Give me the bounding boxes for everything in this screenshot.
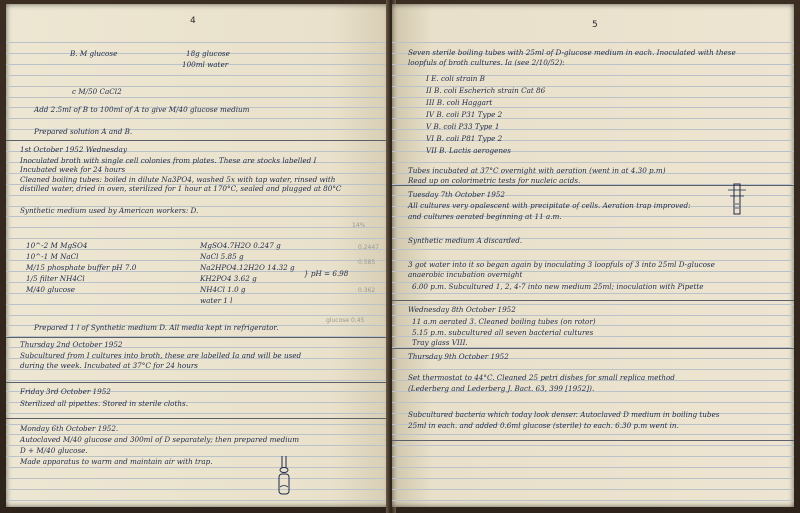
left-page-text-line: 1/5 filter NH4Cl — [26, 274, 85, 283]
left-page-text-line: distilled water, dried in oven, sterilized for 1 hour at 170°C, sealed and plugged at 80°C — [20, 184, 342, 193]
ruled-line — [392, 500, 794, 501]
right-page-text-line: All cultures very opalescent with precipitate of cells. Aeration trap improved: — [408, 201, 691, 210]
entry-divider — [6, 337, 390, 338]
ruled-line — [6, 75, 390, 76]
ruled-line — [392, 456, 794, 457]
right-page-text-line: 6.00 p.m. Subcultured 1, 2, 4-7 into new medium 25ml; inoculation with Pipette — [412, 282, 704, 291]
left-page-text-line: Made apparatus to warm and maintain air with trap. — [20, 457, 213, 466]
left-page-text-line: 10^-1 M NaCl — [26, 252, 79, 261]
left-page-pencil-line: 0.362 — [358, 287, 376, 294]
entry-divider — [6, 382, 390, 383]
left-page-text-line: Sterilized all pipettes. Stored in sterile cloths. — [20, 399, 189, 408]
left-page-text-line: } pH = 6.98 — [304, 269, 349, 278]
left-page-text-line: KH2PO4 3.62 g — [200, 274, 257, 283]
right-page-text-line: loopfuls of broth cultures. Ia (see 2/10/52): — [408, 58, 565, 67]
entry-divider — [6, 140, 390, 141]
left-page-text-line: M/40 glucose — [26, 285, 76, 294]
ruled-line — [6, 238, 390, 239]
ruled-line — [6, 380, 390, 381]
right-page-text-line: Tuesday 7th October 1952 — [408, 190, 505, 199]
ruled-line — [392, 467, 794, 468]
left-page-text-line: Na2HPO4.12H2O 14.32 g — [200, 263, 295, 272]
page-number-right: 5 — [592, 20, 598, 30]
ruled-line — [392, 227, 794, 228]
flask-sketch-icon — [274, 454, 294, 498]
right-page-text-line: VII B. Lactis aerogenes — [426, 146, 511, 155]
left-page-text-line: Inoculated broth with single cell colonies from plates. These are stocks labelled I — [20, 156, 317, 165]
right-page-text-line: IV B. coli P31 Type 2 — [426, 110, 503, 119]
ruled-line — [392, 107, 794, 108]
entry-divider — [392, 300, 794, 301]
ruled-line — [392, 42, 794, 43]
right-page-text-line: 25ml in each. and added 0.6ml glucose (sterile) to each. 6.30 p.m went in. — [408, 421, 679, 430]
right-page-text-line: V B. coli P33 Type 1 — [426, 122, 500, 131]
right-page-text-line: Tray glass VIII. — [412, 338, 468, 347]
page-number-left: 4 — [190, 16, 196, 26]
ruled-line — [6, 478, 390, 479]
right-page-text-line: II B. coli Escherich strain Cat 86 — [426, 86, 546, 95]
ruled-line — [6, 97, 390, 98]
right-page-text-line: Wednesday 8th October 1952 — [408, 305, 516, 314]
left-page-text-line: c M/50 CaCl2 — [72, 87, 122, 96]
ruled-line — [392, 249, 794, 250]
left-page-text-line: Friday 3rd October 1952 — [20, 387, 111, 396]
left-page-text-line: Prepared solution A and B. — [34, 127, 133, 136]
right-page-text-line: VI B. coli P81 Type 2 — [426, 134, 503, 143]
ruled-line — [6, 304, 390, 305]
right-page-text-line: (Lederberg and Lederberg J. Bact. 63, 399 [1952]). — [408, 384, 595, 393]
left-page-text-line: Cleaned boiling tubes: boiled in dilute Na3PO4, washed 5x with tap water, rinsed with — [20, 175, 336, 184]
left-page-text-line: 1st October 1952 Wednesday — [20, 145, 127, 154]
left-page-text-line: Incubated week for 24 hours — [20, 165, 126, 174]
ruled-line — [6, 118, 390, 119]
right-page — [392, 4, 794, 507]
right-page-text-line: Thursday 9th October 1952 — [408, 352, 509, 361]
left-page-text-line: Add 2.5ml of B to 100ml of A to give M/40 glucose medium — [34, 105, 250, 114]
left-page-text-line: 100ml water — [182, 60, 229, 69]
right-page-text-line: 5.15 p.m. subcultured all seven bacterial cultures — [412, 328, 594, 337]
left-page-text-line: D + M/40 glucose. — [20, 446, 88, 455]
ruled-line — [392, 434, 794, 435]
entry-divider — [392, 440, 794, 441]
ruled-line — [392, 445, 794, 446]
left-page-text-line: 10^-2 M MgSO4 — [26, 241, 88, 250]
left-page-text-line: Subcultured from I cultures into broth, these are labelled Ia and will be used — [20, 351, 302, 360]
left-page — [6, 4, 390, 507]
ruled-line — [6, 500, 390, 501]
ruled-line — [392, 315, 794, 316]
right-page-text-line: Set thermostat to 44°C. Cleaned 25 petri dishes for small replica method — [408, 373, 675, 382]
left-page-pencil-line: 0.2447 — [358, 244, 379, 251]
ruled-line — [392, 162, 794, 163]
left-page-text-line: Prepared 1 l of Synthetic medium D. All media kept in refrigerator. — [34, 323, 279, 332]
ruled-line — [6, 489, 390, 490]
left-page-text-line: Synthetic medium used by American workers: D. — [20, 206, 199, 215]
right-page-text-line: and cultures aerated beginning at 11 a.m. — [408, 212, 562, 221]
ruled-line — [392, 369, 794, 370]
right-page-text-line: 3 got water into it so began again by inoculating 3 loopfuls of 3 into 25ml D-glucose — [408, 260, 715, 269]
left-page-text-line: Autoclaved M/40 glucose and 300ml of D separately; then prepared medium — [20, 435, 300, 444]
left-page-text-line: NH4Cl 1.0 g — [200, 285, 246, 294]
left-page-text-line: during the week. Incubated at 37°C for 24 hours — [20, 361, 198, 370]
left-page-pencil-line: 14% — [352, 222, 366, 229]
left-page-text-line: M/15 phosphate buffer pH 7.0 — [26, 263, 137, 272]
ruled-line — [392, 402, 794, 403]
ruled-line — [392, 478, 794, 479]
ruled-line — [392, 489, 794, 490]
ruled-line — [6, 227, 390, 228]
right-page-text-line: Seven sterile boiling tubes with 25ml of D-glucose medium in each. Inoculated with these — [408, 48, 736, 57]
left-page-text-line: 18g glucose — [186, 49, 230, 58]
apparatus-sketch-icon — [726, 182, 748, 218]
left-page-pencil-line: glucose 0.45 — [326, 317, 365, 324]
right-page-text-line: I E. coli strain B — [426, 74, 485, 83]
ruled-line — [6, 413, 390, 414]
ruled-line — [392, 293, 794, 294]
right-page-text-line: III B. coli Haggart — [426, 98, 493, 107]
left-page-text-line: Monday 6th October 1952. — [20, 424, 119, 433]
right-page-text-line: Read up on colorimetric tests for nucleic acids. — [408, 176, 581, 185]
ruled-line — [6, 86, 390, 87]
right-page-text-line: anaerobic incubation overnight — [408, 270, 523, 279]
left-page-text-line: NaCl 5.85 g — [200, 252, 244, 261]
ruled-line — [6, 195, 390, 196]
left-page-text-line: MgSO4.7H2O 0.247 g — [200, 241, 281, 250]
ruled-line — [6, 216, 390, 217]
ruled-line — [6, 467, 390, 468]
right-page-text-line: Tubes incubated at 37°C overnight with aeration (went in at 4.30 p.m) — [408, 166, 666, 175]
right-page-text-line: Synthetic medium A discarded. — [408, 236, 523, 245]
ruled-line — [6, 315, 390, 316]
left-page-text-line: B. M glucose — [70, 49, 118, 58]
left-page-pencil-line: 0.585 — [358, 259, 376, 266]
entry-divider — [6, 418, 390, 419]
right-page-text-line: Subcultured bacteria which today look denser. Autoclaved D medium in boiling tubes — [408, 410, 720, 419]
ruled-line — [6, 42, 390, 43]
right-page-text-line: 11 a.m aerated 3. Cleaned boiling tubes (on rotor) — [412, 317, 596, 326]
left-page-text-line: water 1 l — [200, 296, 233, 305]
entry-divider — [392, 348, 794, 349]
left-page-text-line: Thursday 2nd October 1952 — [20, 340, 123, 349]
